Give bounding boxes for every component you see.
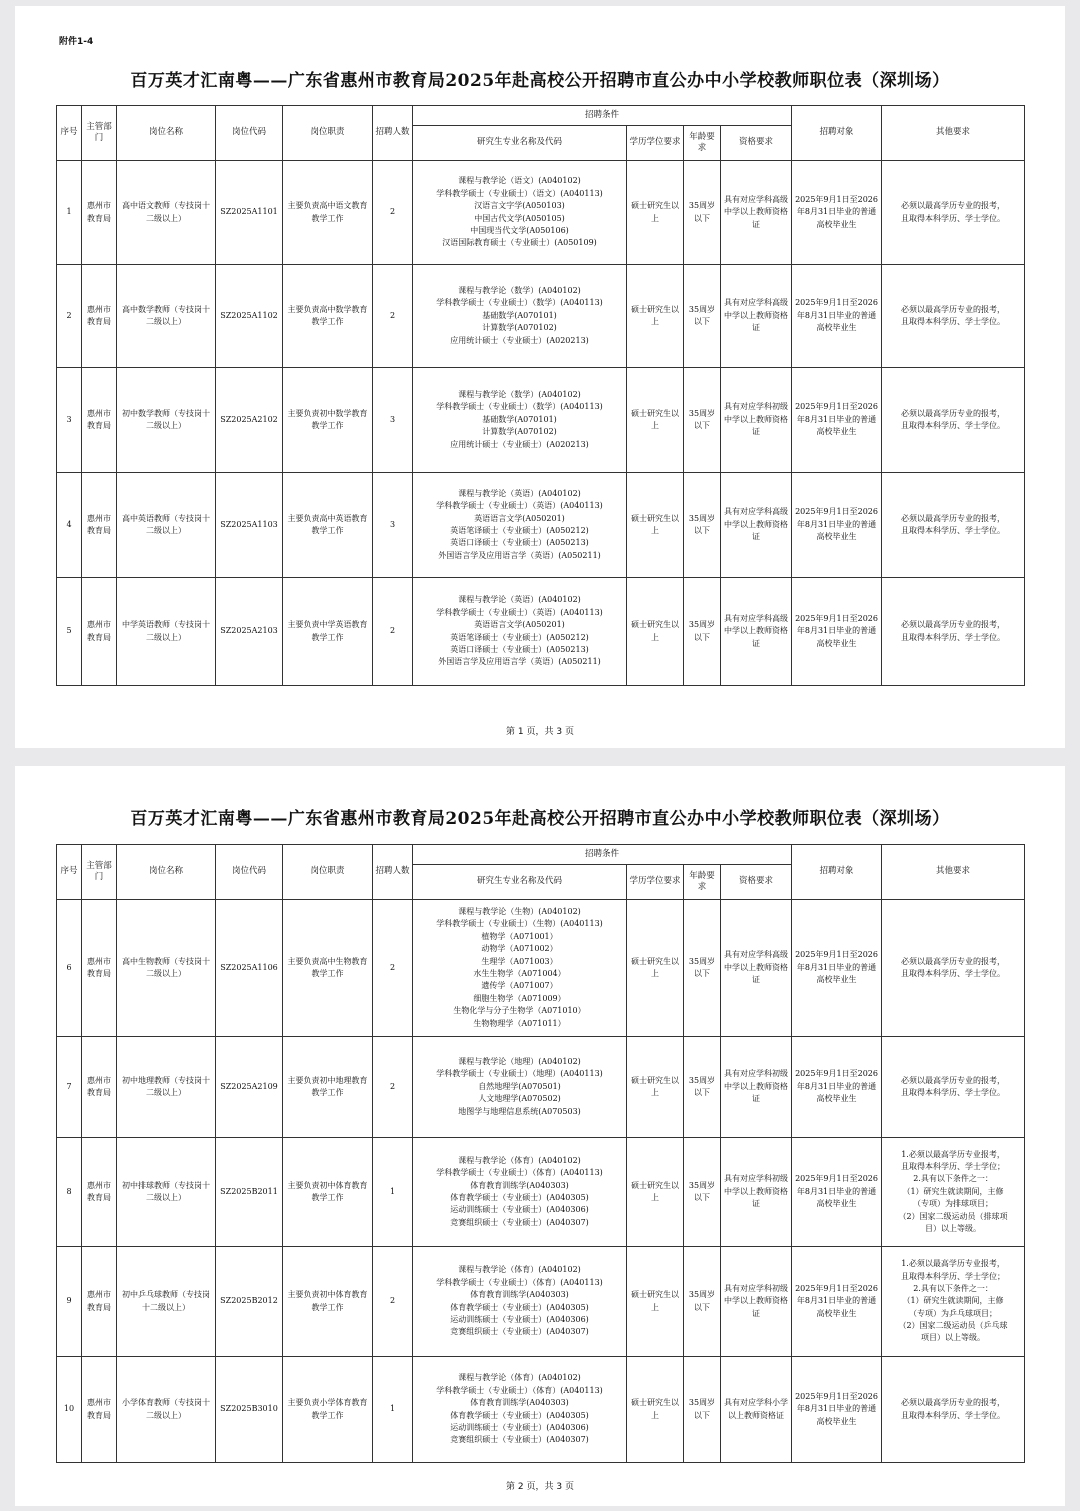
major-item: 课程与教学论（体育）(A040102) [458,1265,581,1275]
row-count: 2 [373,1037,413,1138]
row-age: 35周岁以下 [684,1138,721,1247]
row-post-name: 高中生物教师（专技岗十二级以上） [117,900,216,1037]
row-seq: 9 [57,1247,82,1357]
major-item: 英语口译硕士（专业硕士）(A050213) [450,644,589,654]
major-item: 课程与教学论（地理）(A040102) [458,1057,581,1067]
requirement-line: 必须以最高学历专业的报考， [901,201,1006,211]
row-target: 2025年9月1日至2026年8月31日毕业的普通高校毕业生 [792,161,882,265]
header-majors: 研究生专业名称及代码 [413,126,627,161]
row-dept: 惠州市教育局 [82,161,117,265]
row-qualification: 具有对应学科高级中学以上教师资格证 [721,900,792,1037]
header-target: 招聘对象 [792,106,882,161]
requirement-line: 1.必须以最高学历专业报考， [901,1259,1005,1269]
row-other-requirements [882,1138,1025,1247]
major-item: 运动训练硕士（专业硕士）(A040306) [450,1314,589,1324]
row-post-name: 小学体育教师（专技岗十二级以上） [117,1357,216,1463]
major-item: 英语口译硕士（专业硕士）(A050213) [450,538,589,548]
major-item: 外国语言学及应用语言学（英语）(A050211) [438,657,601,667]
header-degree: 学历学位要求 [627,865,684,900]
document-title: 百万英才汇南粤——广东省惠州市教育局2025年赴高校公开招聘市直公办中小学校教师职位表（深圳场） [130,71,950,91]
header-conditions: 招聘条件 [413,845,792,865]
row-qualification: 具有对应学科初级中学以上教师资格证 [721,1138,792,1247]
row-dept: 惠州市教育局 [82,578,117,686]
major-item: 学科教学硕士（专业硕士）（生物）(A040113) [436,919,603,929]
header-post-name: 岗位名称 [117,845,216,900]
row-degree: 硕士研究生以上 [627,473,684,578]
row-post-code: SZ2025A1106 [216,900,283,1037]
header-post-name: 岗位名称 [117,106,216,161]
row-post-name: 中学英语教师（专技岗十二级以上） [117,578,216,686]
header-post-code: 岗位代码 [216,845,283,900]
requirement-line: 必须以最高学历专业的报考， [901,304,1006,314]
row-target: 2025年9月1日至2026年8月31日毕业的普通高校毕业生 [792,1357,882,1463]
major-item: 动物学（A071002） [481,944,558,954]
header-count: 招聘人数 [373,845,413,900]
major-item: 生物物理学（A071011） [473,1018,566,1028]
major-item: 学科教学硕士（专业硕士）（体育）(A040113) [436,1277,603,1287]
header-dept: 主管部门 [82,106,117,161]
major-item: 竞赛组织硕士（专业硕士）(A040307) [450,1327,589,1337]
row-seq: 8 [57,1138,82,1247]
document-title-page-2: 百万英才汇南粤——广东省惠州市教育局2025年赴高校公开招聘市直公办中小学校教师职位表（深圳场） [130,809,950,829]
header-duty: 岗位职责 [283,845,373,900]
requirement-line: 必须以最高学历专业的报考， [901,1398,1006,1408]
table-row [57,368,1025,473]
major-item: 课程与教学论（生物）(A040102) [458,907,581,917]
major-item: 汉语国际教育硕士（专业硕士）(A050109) [442,238,597,248]
row-dept: 惠州市教育局 [82,473,117,578]
row-degree: 硕士研究生以上 [627,161,684,265]
row-target: 2025年9月1日至2026年8月31日毕业的普通高校毕业生 [792,1037,882,1138]
row-duty: 主要负责初中地理教育教学工作 [283,1037,373,1138]
row-other-requirements [882,1037,1025,1138]
row-degree: 硕士研究生以上 [627,1247,684,1357]
major-item: 基础数学(A070101) [482,310,557,320]
requirement-line: 必须以最高学历专业的报考， [901,1075,1006,1085]
row-degree: 硕士研究生以上 [627,368,684,473]
requirement-line: 必须以最高学历专业的报考， [901,513,1006,523]
major-item: 学科教学硕士（专业硕士）（地理）(A040113) [436,1069,603,1079]
row-duty: 主要负责高中英语教育教学工作 [283,473,373,578]
row-majors [413,1357,627,1463]
row-seq: 5 [57,578,82,686]
requirement-line: 2.具有以下条件之一： [913,1283,993,1293]
row-age: 35周岁以下 [684,1357,721,1463]
row-degree: 硕士研究生以上 [627,578,684,686]
major-item: 课程与教学论（英语）(A040102) [458,488,581,498]
row-other-requirements [882,265,1025,368]
major-item: 英语语言文学(A050201) [474,513,565,523]
row-duty: 主要负责小学体育教育教学工作 [283,1357,373,1463]
major-item: 竞赛组织硕士（专业硕士）(A040307) [450,1435,589,1445]
row-count: 3 [373,473,413,578]
major-item: 竞赛组织硕士（专业硕士）(A040307) [450,1217,589,1227]
requirement-line: 1.必须以最高学历专业报考， [901,1149,1005,1159]
major-item: 英语笔译硕士（专业硕士）(A050212) [450,632,589,642]
header-count: 招聘人数 [373,106,413,161]
major-item: 体育教学硕士（专业硕士）(A040305) [450,1193,589,1202]
row-post-code: SZ2025B2011 [216,1138,283,1247]
major-item: 自然地理学(A070501) [478,1081,561,1091]
row-post-code: SZ2025A2109 [216,1037,283,1138]
row-post-code: SZ2025A2103 [216,578,283,686]
row-post-code: SZ2025A1103 [216,473,283,578]
row-post-name: 初中乒乓球教师（专技岗十二级以上） [117,1247,216,1357]
row-majors [413,473,627,578]
row-majors [413,578,627,686]
major-item: 细胞生物学（A071009） [473,993,566,1003]
requirement-line: 2.具有以下条件之一： [913,1174,993,1184]
major-item: 运动训练硕士（专业硕士）(A040306) [450,1422,589,1432]
major-item: 学科教学硕士（专业硕士）（体育）(A040113) [436,1385,603,1395]
major-item: 人文地理学(A070502) [478,1094,561,1104]
table-row [57,1247,1025,1357]
row-qualification: 具有对应学科高级中学以上教师资格证 [721,265,792,368]
table-row [57,265,1025,368]
requirement-line: 且取得本科学历、学士学位。 [901,421,1006,430]
requirement-line: 且取得本科学历、学士学位。 [901,526,1006,535]
row-qualification: 具有对应学科高级中学以上教师资格证 [721,473,792,578]
requirement-line: 且取得本科学历、学士学位。 [901,632,1006,642]
row-majors [413,900,627,1037]
requirement-line: 且取得本科学历、学士学位。 [901,317,1006,326]
requirement-line: 目）以上等级。 [925,1223,982,1233]
major-item: 体育教学硕士（专业硕士）(A040305) [450,1302,589,1312]
major-item: 计算数学(A070102) [482,323,557,333]
major-item: 水生生物学（A071004） [473,969,566,978]
page-number-2: 第 2 页，共 3 页 [506,1482,574,1492]
row-dept: 惠州市教育局 [82,1357,117,1463]
major-item: 生理学（A071003） [481,956,558,966]
row-other-requirements [882,1247,1025,1357]
row-seq: 7 [57,1037,82,1138]
header-qualification: 资格要求 [721,126,792,161]
major-item: 遗传学（A071007） [481,981,558,991]
row-other-requirements [882,578,1025,686]
requirement-line: 必须以最高学历专业的报考， [901,956,1006,966]
major-item: 课程与教学论（体育）(A040102) [458,1155,581,1165]
row-other-requirements [882,161,1025,265]
row-target: 2025年9月1日至2026年8月31日毕业的普通高校毕业生 [792,900,882,1037]
row-dept: 惠州市教育局 [82,1247,117,1357]
row-post-name: 高中语文教师（专技岗十二级以上） [117,161,216,265]
requirement-line: 且取得本科学历、学士学位。 [901,969,1006,978]
requirement-line: 且取得本科学历、学士学位。 [901,1410,1006,1420]
row-dept: 惠州市教育局 [82,1037,117,1138]
page-number-1: 第 1 页，共 3 页 [506,727,574,737]
row-post-code: SZ2025A1101 [216,161,283,265]
row-majors [413,161,627,265]
major-item: 外国语言学及应用语言学（英语）(A050211) [438,550,601,560]
document-page-1 [15,6,1065,748]
requirement-line: （专项）为乒乓球项目； [909,1308,998,1318]
major-item: 课程与教学论（语文）(A040102) [458,176,581,186]
requirement-line: （1）研究生就读期间，主修 [902,1186,1004,1196]
row-post-code: SZ2025B3010 [216,1357,283,1463]
row-duty: 主要负责高中生物教育教学工作 [283,900,373,1037]
row-dept: 惠州市教育局 [82,265,117,368]
row-count: 2 [373,578,413,686]
row-seq: 2 [57,265,82,368]
requirement-line: （专项）为排球项目； [913,1199,994,1209]
row-post-code: SZ2025B2012 [216,1247,283,1357]
major-item: 基础数学(A070101) [482,414,557,424]
major-item: 应用统计硕士（专业硕士）(A020213) [450,439,589,449]
row-seq: 6 [57,900,82,1037]
row-qualification: 具有对应学科初级中学以上教师资格证 [721,1247,792,1357]
requirement-line: （1）研究生就读期间，主修 [902,1296,1004,1306]
requirement-line: 必须以最高学历专业的报考， [901,620,1006,630]
major-item: 学科教学硕士（专业硕士）（数学）(A040113) [436,298,603,308]
row-qualification: 具有对应学科高级中学以上教师资格证 [721,161,792,265]
header-dept: 主管部门 [82,845,117,900]
header-qualification: 资格要求 [721,865,792,900]
table-row [57,473,1025,578]
row-count: 2 [373,1247,413,1357]
row-count: 2 [373,161,413,265]
row-post-name: 初中排球教师（专技岗十二级以上） [117,1138,216,1247]
row-dept: 惠州市教育局 [82,368,117,473]
major-item: 学科教学硕士（专业硕士）（数学）(A040113) [436,402,603,412]
row-duty: 主要负责中学英语教育教学工作 [283,578,373,686]
row-target: 2025年9月1日至2026年8月31日毕业的普通高校毕业生 [792,1138,882,1247]
major-item: 体育教育训练学(A040303) [470,1180,569,1190]
major-item: 课程与教学论（英语）(A040102) [458,595,581,605]
header-age: 年龄要求 [684,865,721,900]
row-target: 2025年9月1日至2026年8月31日毕业的普通高校毕业生 [792,265,882,368]
header-degree: 学历学位要求 [627,126,684,161]
row-other-requirements [882,368,1025,473]
header-majors: 研究生专业名称及代码 [413,865,627,900]
major-item: 课程与教学论（数学）(A040102) [458,286,581,296]
requirement-line: 且取得本科学历、学士学位； [901,1162,1006,1172]
row-other-requirements [882,900,1025,1037]
row-age: 35周岁以下 [684,473,721,578]
major-item: 课程与教学论（数学）(A040102) [458,390,581,400]
major-item: 英语笔译硕士（专业硕士）(A050212) [450,526,589,535]
major-item: 生物化学与分子生物学（A071010） [453,1006,586,1016]
attachment-label: 附件1-4 [59,37,94,47]
major-item: 学科教学硕士（专业硕士）（体育）(A040113) [436,1168,603,1178]
row-degree: 硕士研究生以上 [627,1037,684,1138]
row-qualification: 具有对应学科高级中学以上教师资格证 [721,578,792,686]
row-target: 2025年9月1日至2026年8月31日毕业的普通高校毕业生 [792,578,882,686]
row-target: 2025年9月1日至2026年8月31日毕业的普通高校毕业生 [792,1247,882,1357]
requirement-line: 必须以最高学历专业的报考， [901,408,1006,418]
row-duty: 主要负责初中体育教育教学工作 [283,1247,373,1357]
row-majors [413,1037,627,1138]
row-count: 2 [373,265,413,368]
header-seq: 序号 [57,106,82,161]
major-item: 汉语言文字学(A050103) [474,201,565,211]
requirement-line: 且取得本科学历、学士学位。 [901,213,1006,223]
row-age: 35周岁以下 [684,900,721,1037]
row-degree: 硕士研究生以上 [627,265,684,368]
major-item: 英语语言文学(A050201) [474,620,565,630]
major-item: 体育教育训练学(A040303) [470,1398,569,1408]
row-dept: 惠州市教育局 [82,900,117,1037]
major-item: 计算数学(A070102) [482,427,557,437]
row-other-requirements [882,1357,1025,1463]
requirement-line: 且取得本科学历、学士学位。 [901,1088,1006,1097]
row-post-code: SZ2025A1102 [216,265,283,368]
table-row [57,161,1025,265]
row-seq: 4 [57,473,82,578]
header-post-code: 岗位代码 [216,106,283,161]
major-item: 地图学与地理信息系统(A070503) [458,1106,581,1116]
row-seq: 3 [57,368,82,473]
row-dept: 惠州市教育局 [82,1138,117,1247]
row-duty: 主要负责初中数学教育教学工作 [283,368,373,473]
row-degree: 硕士研究生以上 [627,1138,684,1247]
row-post-name: 高中英语教师（专技岗十二级以上） [117,473,216,578]
table-row [57,900,1025,1037]
row-seq: 10 [57,1357,82,1463]
major-item: 学科教学硕士（专业硕士）（语文）(A040113) [436,188,603,198]
row-qualification: 具有对应学科小学以上教师资格证 [721,1357,792,1463]
header-conditions: 招聘条件 [413,106,792,126]
header-other: 其他要求 [882,845,1025,900]
row-degree: 硕士研究生以上 [627,900,684,1037]
major-item: 体育教学硕士（专业硕士）(A040305) [450,1410,589,1420]
row-duty: 主要负责高中语文教育教学工作 [283,161,373,265]
major-item: 课程与教学论（体育）(A040102) [458,1373,581,1383]
row-count: 1 [373,1357,413,1463]
major-item: 运动训练硕士（专业硕士）(A040306) [450,1205,589,1215]
positions-table-page-1 [56,105,1025,686]
document-page-2 [15,766,1065,1506]
row-age: 35周岁以下 [684,265,721,368]
major-item: 学科教学硕士（专业硕士）（英语）(A040113) [436,607,603,617]
row-duty: 主要负责高中数学教育教学工作 [283,265,373,368]
row-post-name: 初中地理教师（专技岗十二级以上） [117,1037,216,1138]
row-count: 2 [373,900,413,1037]
positions-table-page-2 [56,844,1025,1463]
row-majors [413,1247,627,1357]
requirement-line: （2）国家二级运动员（排球项 [898,1211,1008,1221]
row-age: 35周岁以下 [684,368,721,473]
row-duty: 主要负责初中体育教育教学工作 [283,1138,373,1247]
header-age: 年龄要求 [684,126,721,161]
header-other: 其他要求 [882,106,1025,161]
requirement-line: 且取得本科学历、学士学位； [901,1271,1006,1281]
row-seq: 1 [57,161,82,265]
row-target: 2025年9月1日至2026年8月31日毕业的普通高校毕业生 [792,473,882,578]
row-count: 1 [373,1138,413,1247]
header-target: 招聘对象 [792,845,882,900]
row-post-code: SZ2025A2102 [216,368,283,473]
row-qualification: 具有对应学科初级中学以上教师资格证 [721,368,792,473]
row-age: 35周岁以下 [684,161,721,265]
header-duty: 岗位职责 [283,106,373,161]
row-age: 35周岁以下 [684,1037,721,1138]
row-qualification: 具有对应学科初级中学以上教师资格证 [721,1037,792,1138]
row-post-name: 初中数学教师（专技岗十二级以上） [117,368,216,473]
row-degree: 硕士研究生以上 [627,1357,684,1463]
major-item: 应用统计硕士（专业硕士）(A020213) [450,335,589,345]
header-seq: 序号 [57,845,82,900]
table-row [57,1138,1025,1247]
row-other-requirements [882,473,1025,578]
table-row [57,1037,1025,1138]
row-count: 3 [373,368,413,473]
row-majors [413,368,627,473]
row-target: 2025年9月1日至2026年8月31日毕业的普通高校毕业生 [792,368,882,473]
row-post-name: 高中数学教师（专技岗十二级以上） [117,265,216,368]
major-item: 植物学（A071001） [481,931,558,941]
table-row [57,578,1025,686]
table-row [57,1357,1025,1463]
major-item: 学科教学硕士（专业硕士）（英语）(A040113) [436,501,603,511]
row-majors [413,265,627,368]
major-item: 中国古代文学(A050105) [474,213,565,223]
row-age: 35周岁以下 [684,578,721,686]
row-age: 35周岁以下 [684,1247,721,1357]
major-item: 中国现当代文学(A050106) [470,225,569,235]
requirement-line: 项目）以上等级。 [921,1333,986,1343]
requirement-line: （2）国家二级运动员（乒乓球 [898,1321,1008,1331]
major-item: 体育教育训练学(A040303) [470,1290,569,1300]
row-majors [413,1138,627,1247]
